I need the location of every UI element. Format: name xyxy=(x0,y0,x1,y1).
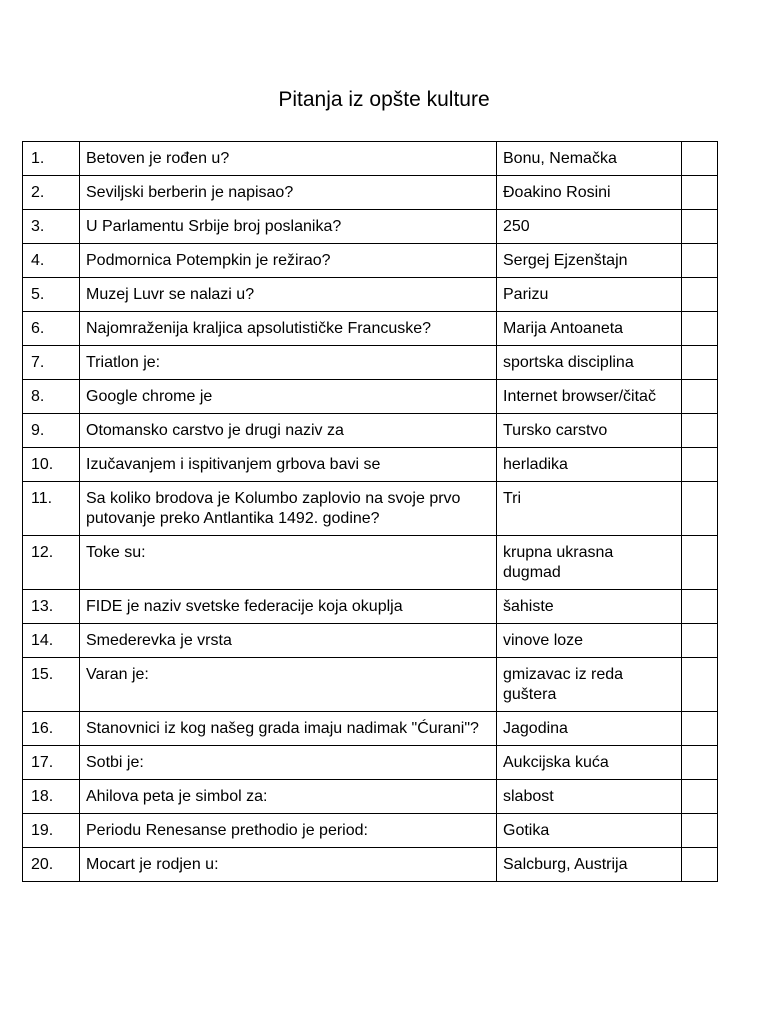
question-number: 8. xyxy=(23,380,80,414)
answer-text: Tri xyxy=(497,482,682,536)
answer-text: Sergej Ejzenštajn xyxy=(497,244,682,278)
answer-text: 250 xyxy=(497,210,682,244)
question-number: 11. xyxy=(23,482,80,536)
question-number: 14. xyxy=(23,624,80,658)
table-row xyxy=(23,448,718,482)
score-box xyxy=(682,814,718,848)
table-row xyxy=(23,142,718,176)
question-text: Triatlon je: xyxy=(80,346,497,380)
question-number: 9. xyxy=(23,414,80,448)
score-box xyxy=(682,624,718,658)
answer-text: šahiste xyxy=(497,590,682,624)
answer-text: herladika xyxy=(497,448,682,482)
question-number: 5. xyxy=(23,278,80,312)
question-number: 6. xyxy=(23,312,80,346)
score-box xyxy=(682,312,718,346)
answer-text: Tursko carstvo xyxy=(497,414,682,448)
question-number: 3. xyxy=(23,210,80,244)
table-row xyxy=(23,380,718,414)
question-text: Toke su: xyxy=(80,536,497,590)
score-box xyxy=(682,414,718,448)
answer-text: Aukcijska kuća xyxy=(497,746,682,780)
quiz-table-body xyxy=(23,142,718,882)
quiz-table xyxy=(22,141,718,882)
table-row xyxy=(23,414,718,448)
table-row xyxy=(23,712,718,746)
table-row xyxy=(23,814,718,848)
answer-text: gmizavac iz reda guštera xyxy=(497,658,682,712)
table-row xyxy=(23,244,718,278)
answer-text: Salcburg, Austrija xyxy=(497,848,682,882)
table-row xyxy=(23,746,718,780)
question-text: Najomraženija kraljica apsolutističke Francuske? xyxy=(80,312,497,346)
answer-text: Parizu xyxy=(497,278,682,312)
question-text: Mocart je rodjen u: xyxy=(80,848,497,882)
score-box xyxy=(682,142,718,176)
question-text: Izučavanjem i ispitivanjem grbova bavi se xyxy=(80,448,497,482)
score-box xyxy=(682,448,718,482)
score-box xyxy=(682,780,718,814)
answer-text: Đoakino Rosini xyxy=(497,176,682,210)
question-text: Periodu Renesanse prethodio je period: xyxy=(80,814,497,848)
answer-text: Gotika xyxy=(497,814,682,848)
question-number: 7. xyxy=(23,346,80,380)
table-row xyxy=(23,482,718,536)
table-row xyxy=(23,346,718,380)
question-number: 12. xyxy=(23,536,80,590)
question-text: U Parlamentu Srbije broj poslanika? xyxy=(80,210,497,244)
table-row xyxy=(23,590,718,624)
question-text: Ahilova peta je simbol za: xyxy=(80,780,497,814)
table-row xyxy=(23,658,718,712)
answer-text: vinove loze xyxy=(497,624,682,658)
question-text: Betoven je rođen u? xyxy=(80,142,497,176)
table-row xyxy=(23,176,718,210)
score-box xyxy=(682,746,718,780)
question-text: FIDE je naziv svetske federacije koja okuplja xyxy=(80,590,497,624)
answer-text: slabost xyxy=(497,780,682,814)
question-text: Seviljski berberin je napisao? xyxy=(80,176,497,210)
score-box xyxy=(682,590,718,624)
question-number: 19. xyxy=(23,814,80,848)
question-number: 13. xyxy=(23,590,80,624)
page-title: Pitanja iz opšte kulture xyxy=(278,88,490,111)
table-row xyxy=(23,278,718,312)
score-box xyxy=(682,536,718,590)
question-text: Google chrome je xyxy=(80,380,497,414)
question-text: Podmornica Potempkin je režirao? xyxy=(80,244,497,278)
table-row xyxy=(23,536,718,590)
question-text: Sotbi je: xyxy=(80,746,497,780)
question-text: Otomansko carstvo je drugi naziv za xyxy=(80,414,497,448)
table-row xyxy=(23,210,718,244)
question-text: Sa koliko brodova je Kolumbo zaplovio na svoje prvo putovanje preko Antlantika 1492. godine? xyxy=(80,482,497,536)
score-box xyxy=(682,346,718,380)
question-number: 2. xyxy=(23,176,80,210)
table-row xyxy=(23,780,718,814)
question-number: 15. xyxy=(23,658,80,712)
score-box xyxy=(682,712,718,746)
table-row xyxy=(23,624,718,658)
question-number: 4. xyxy=(23,244,80,278)
answer-text: Jagodina xyxy=(497,712,682,746)
score-box xyxy=(682,482,718,536)
table-row xyxy=(23,312,718,346)
score-box xyxy=(682,278,718,312)
question-number: 10. xyxy=(23,448,80,482)
answer-text: Internet browser/čitač xyxy=(497,380,682,414)
answer-text: Bonu, Nemačka xyxy=(497,142,682,176)
question-text: Varan je: xyxy=(80,658,497,712)
question-number: 1. xyxy=(23,142,80,176)
question-text: Smederevka je vrsta xyxy=(80,624,497,658)
table-row xyxy=(23,848,718,882)
question-text: Muzej Luvr se nalazi u? xyxy=(80,278,497,312)
question-number: 20. xyxy=(23,848,80,882)
answer-text: krupna ukrasna dugmad xyxy=(497,536,682,590)
question-number: 17. xyxy=(23,746,80,780)
answer-text: sportska disciplina xyxy=(497,346,682,380)
score-box xyxy=(682,210,718,244)
score-box xyxy=(682,380,718,414)
answer-text: Marija Antoaneta xyxy=(497,312,682,346)
score-box xyxy=(682,848,718,882)
question-number: 18. xyxy=(23,780,80,814)
score-box xyxy=(682,244,718,278)
score-box xyxy=(682,658,718,712)
score-box xyxy=(682,176,718,210)
question-text: Stanovnici iz kog našeg grada imaju nadimak "Ćurani"? xyxy=(80,712,497,746)
question-number: 16. xyxy=(23,712,80,746)
